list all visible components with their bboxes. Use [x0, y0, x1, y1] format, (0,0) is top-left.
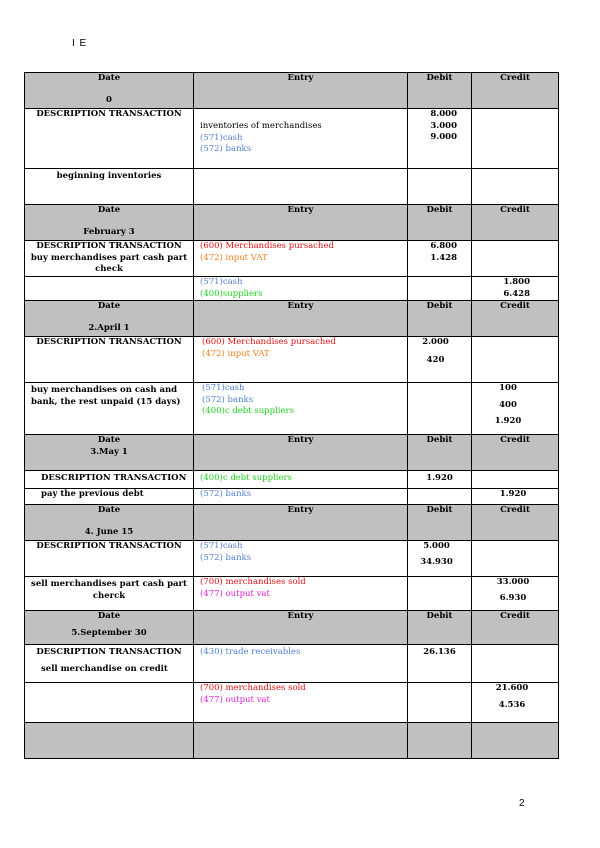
- table-row: [25, 383, 559, 435]
- debit-amount: 34.930: [420, 556, 453, 567]
- entry-line: (430) trade receivables: [200, 647, 301, 657]
- debit-amount: 2.000: [422, 337, 449, 347]
- entry-line: (572) banks: [202, 394, 254, 405]
- debit-amount: 1.920: [426, 473, 453, 483]
- table-row: [25, 277, 559, 301]
- table-row: DESCRIPTION TRANSACTION buy merchandises part cash part check (600) Merchandises pursached (472) input VAT 6.800 1.428: [25, 241, 559, 277]
- entry-line: inventories of merchandises: [200, 121, 322, 131]
- entry-line: (472) input VAT: [202, 348, 270, 359]
- transaction-date: 5.September 30: [71, 627, 147, 638]
- transaction-date: 3.May 1: [90, 446, 128, 457]
- debit-amount: 26.136: [423, 647, 456, 657]
- header-row: Date 5.September 30 Entry Debit Credit: [25, 611, 559, 645]
- table-row: [25, 577, 559, 611]
- entry-line: (400)c debt suppliers: [202, 406, 294, 416]
- debit-amount: 5.000: [423, 541, 450, 551]
- credit-amount: 1.920: [499, 489, 527, 499]
- entry-line: (400)suppliers: [200, 288, 263, 299]
- credit-amount: 6.428: [503, 288, 530, 299]
- credit-amount: 400: [499, 399, 517, 410]
- entry-line: (572) banks: [200, 144, 252, 154]
- journal-table: [24, 72, 559, 759]
- description-label: DESCRIPTION TRANSACTION: [36, 109, 182, 119]
- table-row: [25, 683, 559, 723]
- page-number: 2: [519, 798, 525, 809]
- debit-amount: 9.000: [430, 132, 457, 142]
- entry-line: (571)cash: [200, 541, 243, 551]
- header-row: Date 2.April 1 Entry Debit Credit: [25, 301, 559, 337]
- transaction-date: 2.April 1: [88, 322, 130, 333]
- debit-amount: 6.800: [430, 241, 457, 251]
- transaction-note: pay the previous debt: [41, 489, 144, 499]
- credit-amount: 33.000: [496, 577, 530, 587]
- credit-header: Credit: [472, 73, 559, 109]
- table-row: DESCRIPTION TRANSACTION (600) Merchandises pursached (472) input VAT 2.000 420: [25, 337, 559, 383]
- entry-line: (700) merchandises sold: [200, 577, 306, 587]
- debit-amount: 8.000: [430, 109, 457, 119]
- credit-amount: 21.600: [495, 683, 529, 693]
- transaction-date: 0: [106, 94, 112, 105]
- credit-amount: 100: [499, 383, 517, 393]
- credit-amount: 1.800: [503, 277, 530, 287]
- table-row: DESCRIPTION TRANSACTION (571)cash (572) banks 5.000 34.930: [25, 541, 559, 577]
- credit-amount: 1.920: [494, 416, 522, 426]
- transaction-date: February 3: [83, 226, 135, 237]
- entry-line: (572) banks: [200, 552, 252, 563]
- table-row: DESCRIPTION TRANSACTION (400)c debt suppliers 1.920: [25, 471, 559, 489]
- table-row: [25, 109, 559, 169]
- entry-line: (400)c debt suppliers: [200, 473, 292, 483]
- transaction-note: sell merchandises part cash part cherck: [31, 579, 187, 601]
- entry-line: (572) banks: [200, 489, 252, 499]
- debit-amount: 1.428: [430, 252, 457, 263]
- entry-line: (600) Merchandises pursached: [202, 337, 336, 347]
- table-row: DESCRIPTION TRANSACTION sell merchandise on credit (430) trade receivables 26.136: [25, 645, 559, 683]
- debit-amount: 420: [426, 354, 445, 365]
- entry-line: (600) Merchandises pursached: [200, 241, 334, 251]
- header-row: Date February 3 Entry Debit Credit: [25, 205, 559, 241]
- table-row: [25, 169, 559, 205]
- transaction-note: buy merchandises on cash and bank, the rest unpaid (15 days): [31, 385, 181, 407]
- transaction-date: 4. June 15: [84, 526, 134, 537]
- entry-header: Entry: [194, 73, 408, 109]
- entry-line: (477) output vat: [200, 694, 270, 705]
- header-row: Date 4. June 15 Entry Debit Credit: [25, 505, 559, 541]
- transaction-note: buy merchandises part cash part check: [30, 252, 188, 274]
- debit-amount: 3.000: [430, 120, 457, 131]
- transaction-note: sell merchandise on credit: [41, 663, 168, 674]
- empty-footer-row: [25, 723, 559, 759]
- entry-line: (477) output vat: [200, 588, 270, 599]
- entry-line: (571)cash: [202, 383, 245, 393]
- header-mark: I E: [72, 38, 88, 49]
- debit-header: Debit: [408, 73, 472, 109]
- transaction-note: beginning inventories: [56, 171, 162, 181]
- entry-line: (700) merchandises sold: [200, 683, 306, 693]
- header-row: Date 3.May 1 Entry Debit Credit: [25, 435, 559, 471]
- entry-line: (472) input VAT: [200, 252, 268, 263]
- entry-line: (571)cash: [200, 277, 243, 287]
- credit-amount: 6.930: [499, 592, 527, 603]
- credit-amount: 4.536: [498, 699, 526, 710]
- table-row: [25, 489, 559, 505]
- entry-line: (571)cash: [200, 132, 243, 143]
- header-row: [25, 73, 559, 109]
- date-header: Date 0: [25, 73, 194, 109]
